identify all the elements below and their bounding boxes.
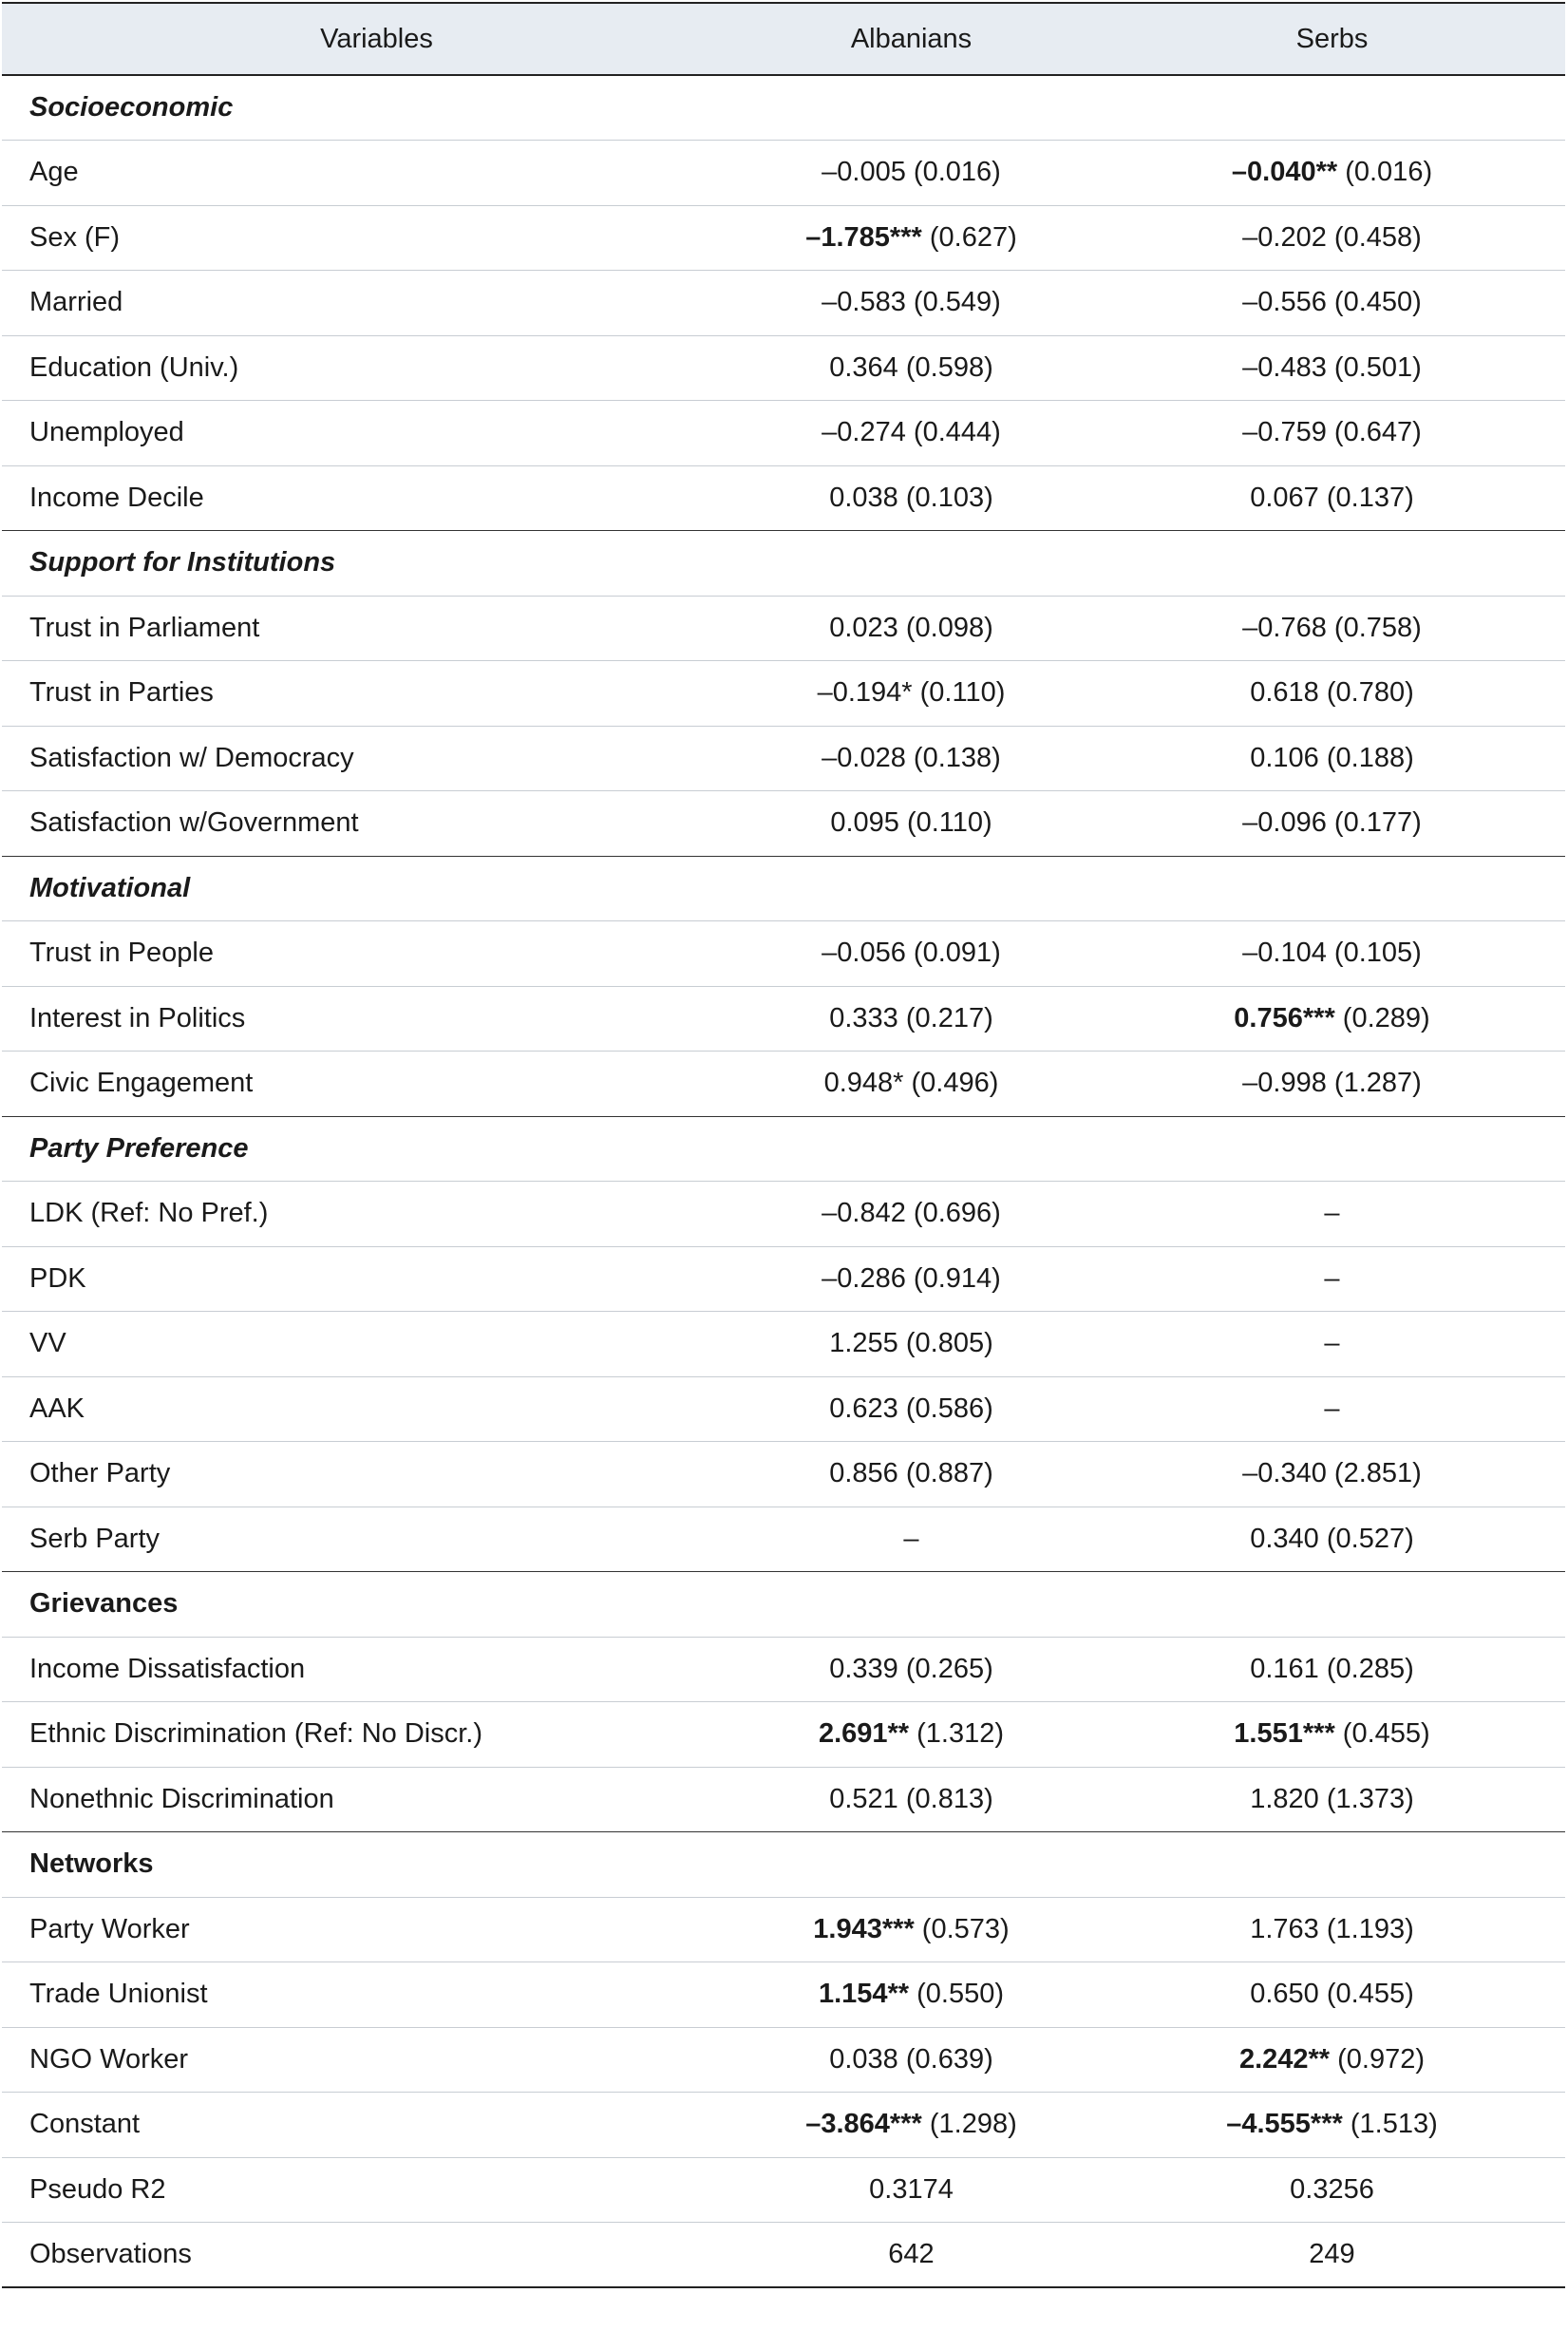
serbs-value [1099, 2157, 1565, 2223]
serbs-value [1099, 726, 1565, 791]
variable-label: Satisfaction w/ Democracy [2, 726, 724, 791]
serbs-value [1099, 1897, 1565, 1962]
table-row-unemployed [2, 401, 1565, 466]
estimate-text: (0.016) [1337, 157, 1433, 188]
estimate-text: (0.573) [914, 1913, 1010, 1944]
albanians-value [724, 921, 1099, 987]
serbs-value [1099, 1052, 1565, 1117]
empty-cell [724, 1116, 1099, 1182]
variable-label: Other Party [2, 1442, 724, 1507]
significant-coefficient: 0.756*** [1234, 1002, 1335, 1033]
variable-label: Interest in Politics [2, 986, 724, 1052]
estimate-text: (1.513) [1342, 2109, 1438, 2140]
albanians-value [724, 1767, 1099, 1832]
serbs-value [1099, 271, 1565, 336]
albanians-value [724, 1376, 1099, 1442]
albanians-value [724, 1246, 1099, 1312]
albanians-value [724, 2093, 1099, 2158]
significant-coefficient: 1.943*** [813, 1913, 915, 1944]
variable-label: Trust in Parties [2, 661, 724, 727]
table-row-serb-party [2, 1507, 1565, 1572]
estimate-text: –0.202 (0.458) [1242, 221, 1422, 253]
albanians-value [724, 1507, 1099, 1572]
table-row-married [2, 271, 1565, 336]
albanians-value [724, 1637, 1099, 1702]
significant-coefficient: 1.154** [818, 1979, 910, 2010]
variable-label: VV [2, 1312, 724, 1377]
estimate-text: (1.312) [909, 1718, 1005, 1750]
table-row-age [2, 141, 1565, 206]
serbs-value [1099, 1442, 1565, 1507]
variable-label: Party Worker [2, 1897, 724, 1962]
empty-cell [724, 531, 1099, 597]
table-row-sat-government [2, 791, 1565, 857]
variable-label: LDK (Ref: No Pref.) [2, 1182, 724, 1247]
variable-label: PDK [2, 1246, 724, 1312]
estimate-text: 0.521 (0.813) [829, 1783, 993, 1814]
variable-label: Serb Party [2, 1507, 724, 1572]
serbs-value [1099, 2027, 1565, 2093]
variable-label: Married [2, 271, 724, 336]
estimate-text: (0.455) [1334, 1718, 1430, 1750]
table-row-constant [2, 2093, 1565, 2158]
estimate-text: 642 [888, 2239, 935, 2269]
estimate-text: 0.038 (0.103) [829, 482, 993, 513]
variable-label: Income Dissatisfaction [2, 1637, 724, 1702]
empty-cell [1099, 75, 1565, 141]
section-title: Support for Institutions [2, 531, 724, 597]
estimate-text: 0.095 (0.110) [830, 807, 992, 839]
serbs-value [1099, 465, 1565, 531]
estimate-text: –0.998 (1.287) [1242, 1068, 1422, 1099]
albanians-value [724, 465, 1099, 531]
variable-label: Age [2, 141, 724, 206]
variable-label: Pseudo R2 [2, 2157, 724, 2223]
serbs-value [1099, 1312, 1565, 1377]
table-row-nonethnic-discr [2, 1767, 1565, 1832]
serbs-value [1099, 1702, 1565, 1768]
estimate-text: –0.768 (0.758) [1242, 612, 1422, 643]
variable-label: Trust in People [2, 921, 724, 987]
estimate-text: –0.340 (2.851) [1242, 1458, 1422, 1489]
table-row-ethnic-discr [2, 1702, 1565, 1768]
variable-label: Income Decile [2, 465, 724, 531]
section-row-grievances [2, 1572, 1565, 1638]
albanians-value [724, 2223, 1099, 2288]
table-row-sat-democracy [2, 726, 1565, 791]
table-row-education [2, 335, 1565, 401]
header-albanians: Albanians [724, 3, 1099, 75]
estimate-text: (0.972) [1330, 2043, 1426, 2075]
estimate-text: (0.627) [921, 221, 1017, 253]
table-row-ngo-worker [2, 2027, 1565, 2093]
estimate-text: –0.759 (0.647) [1242, 417, 1422, 448]
estimate-text: (0.550) [909, 1979, 1005, 2010]
estimate-text: –0.096 (0.177) [1242, 807, 1422, 839]
estimate-text: 0.161 (0.285) [1250, 1653, 1414, 1684]
section-title: Grievances [2, 1572, 724, 1638]
serbs-value [1099, 1376, 1565, 1442]
table-row-income-dissat [2, 1637, 1565, 1702]
estimate-text: –0.104 (0.105) [1242, 938, 1422, 969]
serbs-value [1099, 2093, 1565, 2158]
estimate-text: –0.842 (0.696) [822, 1198, 1001, 1229]
estimate-text: 0.3256 [1290, 2173, 1374, 2205]
table-row-pdk [2, 1246, 1565, 1312]
variable-label: AAK [2, 1376, 724, 1442]
variable-label: Trade Unionist [2, 1962, 724, 2028]
estimate-text: 0.038 (0.639) [829, 2043, 993, 2075]
albanians-value [724, 986, 1099, 1052]
estimate-text: – [1324, 1328, 1340, 1359]
estimate-text: – [903, 1523, 919, 1554]
empty-cell [1099, 1832, 1565, 1898]
empty-cell [724, 1832, 1099, 1898]
albanians-value [724, 141, 1099, 206]
significant-coefficient: –3.864*** [805, 2109, 922, 2140]
table-row-vv [2, 1312, 1565, 1377]
table-row-civic-engagement [2, 1052, 1565, 1117]
table-row-observations [2, 2223, 1565, 2288]
section-title: Socioeconomic [2, 75, 724, 141]
estimate-text: 0.3174 [869, 2173, 954, 2205]
serbs-value [1099, 141, 1565, 206]
variable-label: Unemployed [2, 401, 724, 466]
section-title: Motivational [2, 856, 724, 921]
albanians-value [724, 2157, 1099, 2223]
serbs-value [1099, 335, 1565, 401]
estimate-text: 1.255 (0.805) [829, 1328, 993, 1359]
estimate-text: 0.333 (0.217) [829, 1002, 993, 1033]
estimate-text: 0.618 (0.780) [1250, 677, 1414, 709]
variable-label: Nonethnic Discrimination [2, 1767, 724, 1832]
table-row-sex [2, 205, 1565, 271]
estimate-text: –0.056 (0.091) [822, 938, 1001, 969]
albanians-value [724, 661, 1099, 727]
serbs-value [1099, 596, 1565, 661]
serbs-value [1099, 1767, 1565, 1832]
albanians-value [724, 335, 1099, 401]
serbs-value [1099, 1962, 1565, 2028]
section-row-party-preference [2, 1116, 1565, 1182]
variable-label: Education (Univ.) [2, 335, 724, 401]
serbs-value [1099, 2223, 1565, 2288]
serbs-value [1099, 401, 1565, 466]
significant-coefficient: 2.691** [818, 1718, 910, 1750]
regression-table [2, 2, 1565, 2288]
estimate-text: –0.194* (0.110) [817, 677, 1006, 709]
variable-label: Constant [2, 2093, 724, 2158]
estimate-text: 0.067 (0.137) [1250, 482, 1414, 513]
estimate-text: 0.364 (0.598) [829, 351, 993, 383]
section-title: Party Preference [2, 1116, 724, 1182]
variable-label: Observations [2, 2223, 724, 2288]
header-row [2, 3, 1565, 75]
serbs-value [1099, 205, 1565, 271]
albanians-value [724, 791, 1099, 857]
estimate-text: 0.023 (0.098) [829, 612, 993, 643]
table-row-ldk [2, 1182, 1565, 1247]
table-row-trust-people [2, 921, 1565, 987]
albanians-value [724, 1052, 1099, 1117]
estimate-text: –0.583 (0.549) [822, 287, 1001, 318]
albanians-value [724, 401, 1099, 466]
table-row-income-decile [2, 465, 1565, 531]
serbs-value [1099, 1507, 1565, 1572]
section-row-motivational [2, 856, 1565, 921]
albanians-value [724, 2027, 1099, 2093]
empty-cell [1099, 531, 1565, 597]
section-row-support-for-institutions [2, 531, 1565, 597]
estimate-text: – [1324, 1262, 1340, 1294]
header-variables: Variables [2, 3, 724, 75]
table-row-pseudo-r2 [2, 2157, 1565, 2223]
variable-label: Ethnic Discrimination (Ref: No Discr.) [2, 1702, 724, 1768]
albanians-value [724, 1312, 1099, 1377]
estimate-text: 0.339 (0.265) [829, 1653, 993, 1684]
empty-cell [724, 856, 1099, 921]
estimate-text: – [1324, 1198, 1340, 1229]
estimate-text: 0.340 (0.527) [1250, 1523, 1414, 1554]
estimate-text: –0.483 (0.501) [1242, 351, 1422, 383]
albanians-value [724, 1962, 1099, 2028]
significant-coefficient: –0.040** [1231, 157, 1338, 188]
serbs-value [1099, 661, 1565, 727]
section-title: Networks [2, 1832, 724, 1898]
empty-cell [1099, 856, 1565, 921]
variable-label: Sex (F) [2, 205, 724, 271]
table-row-trade-unionist [2, 1962, 1565, 2028]
table-row-interest-politics [2, 986, 1565, 1052]
variable-label: NGO Worker [2, 2027, 724, 2093]
variable-label: Trust in Parliament [2, 596, 724, 661]
empty-cell [724, 75, 1099, 141]
estimate-text: –0.028 (0.138) [822, 742, 1001, 773]
albanians-value [724, 1897, 1099, 1962]
table-row-party-worker [2, 1897, 1565, 1962]
albanians-value [724, 1702, 1099, 1768]
serbs-value [1099, 1246, 1565, 1312]
significant-coefficient: 2.242** [1238, 2043, 1331, 2075]
albanians-value [724, 726, 1099, 791]
section-row-socioeconomic [2, 75, 1565, 141]
variable-label: Civic Engagement [2, 1052, 724, 1117]
estimate-text: 0.948* (0.496) [823, 1068, 999, 1099]
estimate-text: 0.650 (0.455) [1250, 1979, 1414, 2010]
empty-cell [1099, 1572, 1565, 1638]
empty-cell [724, 1572, 1099, 1638]
section-row-networks [2, 1832, 1565, 1898]
table-row-other-party [2, 1442, 1565, 1507]
estimate-text: 0.623 (0.586) [829, 1393, 993, 1424]
estimate-text: 0.106 (0.188) [1250, 742, 1414, 773]
estimate-text: 0.856 (0.887) [829, 1458, 993, 1489]
estimate-text: – [1324, 1393, 1340, 1424]
albanians-value [724, 1182, 1099, 1247]
table-row-trust-parties [2, 661, 1565, 727]
significant-coefficient: –1.785*** [805, 221, 922, 253]
significant-coefficient: 1.551*** [1234, 1718, 1335, 1750]
header-serbs: Serbs [1099, 3, 1565, 75]
table-row-aak [2, 1376, 1565, 1442]
estimate-text: (0.289) [1334, 1002, 1430, 1033]
estimate-text: 249 [1309, 2239, 1355, 2269]
variable-label: Satisfaction w/Government [2, 791, 724, 857]
serbs-value [1099, 921, 1565, 987]
table-row-trust-parliament [2, 596, 1565, 661]
serbs-value [1099, 791, 1565, 857]
albanians-value [724, 205, 1099, 271]
estimate-text: –0.286 (0.914) [822, 1262, 1001, 1294]
albanians-value [724, 271, 1099, 336]
serbs-value [1099, 1637, 1565, 1702]
estimate-text: 1.820 (1.373) [1250, 1783, 1414, 1814]
estimate-text: –0.005 (0.016) [822, 157, 1001, 188]
serbs-value [1099, 986, 1565, 1052]
significant-coefficient: –4.555*** [1226, 2109, 1343, 2140]
estimate-text: –0.556 (0.450) [1242, 287, 1422, 318]
empty-cell [1099, 1116, 1565, 1182]
albanians-value [724, 1442, 1099, 1507]
albanians-value [724, 596, 1099, 661]
serbs-value [1099, 1182, 1565, 1247]
estimate-text: (1.298) [921, 2109, 1017, 2140]
estimate-text: –0.274 (0.444) [822, 417, 1001, 448]
estimate-text: 1.763 (1.193) [1250, 1913, 1414, 1944]
